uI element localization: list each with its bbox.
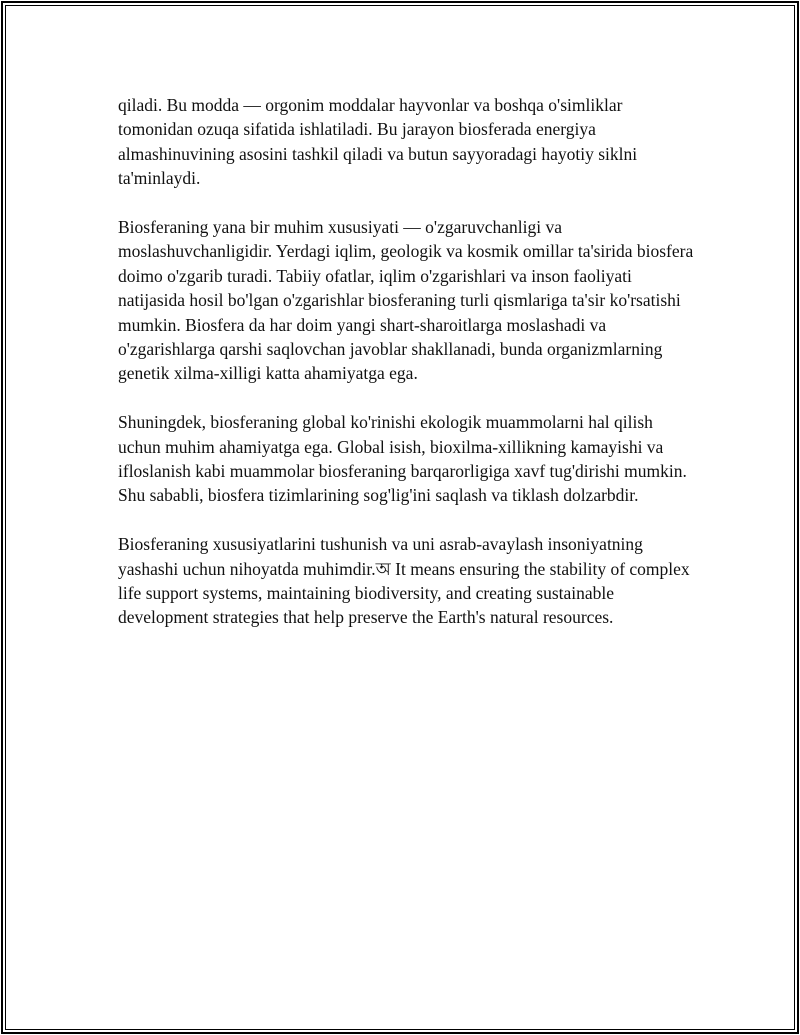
paragraph-energy-cycle: qiladi. Bu modda — orgonim moddalar hayvonlar va boshqa o'simliklar tomonidan ozuqa sifatida ishlatiladi. Bu jarayon biosferada energiya almashinuvining asosini tashkil qiladi va butun sayyoradagi hayotiy siklni ta'minlaydi. (118, 95, 638, 189)
document-body (118, 93, 698, 654)
paragraph-conclusion: Biosferaning xususiyatlarini tushunish va uni asrab-avaylash insoniyatning yashashi uchun nihoyatda muhimdir.অ It means ensuring the stability of complex life support systems, maintaining biodiversity, and creating sustainable development strategies that help preserve the Earth's natural resources. (118, 534, 690, 628)
paragraph-global-issues: Shuningdek, biosferaning global ko'rinishi ekologik muammolarni hal qilish uchun muhim ahamiyatga ega. Global isish, bioxilma-xillikning kamayishi va ifloslanish kabi muammolar biosferaning barqarorligiga xavf tug'dirishi mumkin. Shu sababli, biosfera tizimlarining sog'lig'ini saqlash va tiklash dolzarbdir. (118, 412, 687, 506)
paragraph-adaptability: Biosferaning yana bir muhim xususiyati — o'zgaruvchanligi va moslashuvchanligidir. Yerdagi iqlim, geologik va kosmik omillar ta'sirida biosfera doimo o'zgarib turadi. Tabiiy ofatlar, iqlim o'zgarishlari va inson faoliyati natijasida hosil bo'lgan o'zgarishlar biosferaning turli qismlariga ta'sir ko'rsatishi mumkin. Biosfera da har doim yangi shart-sharoitlarga moslashadi va o'zgarishlarga qarshi saqlovchan javoblar shakllanadi, bunda organizmlarning genetik xilma-xilligi katta ahamiyatga ega. (118, 217, 694, 384)
